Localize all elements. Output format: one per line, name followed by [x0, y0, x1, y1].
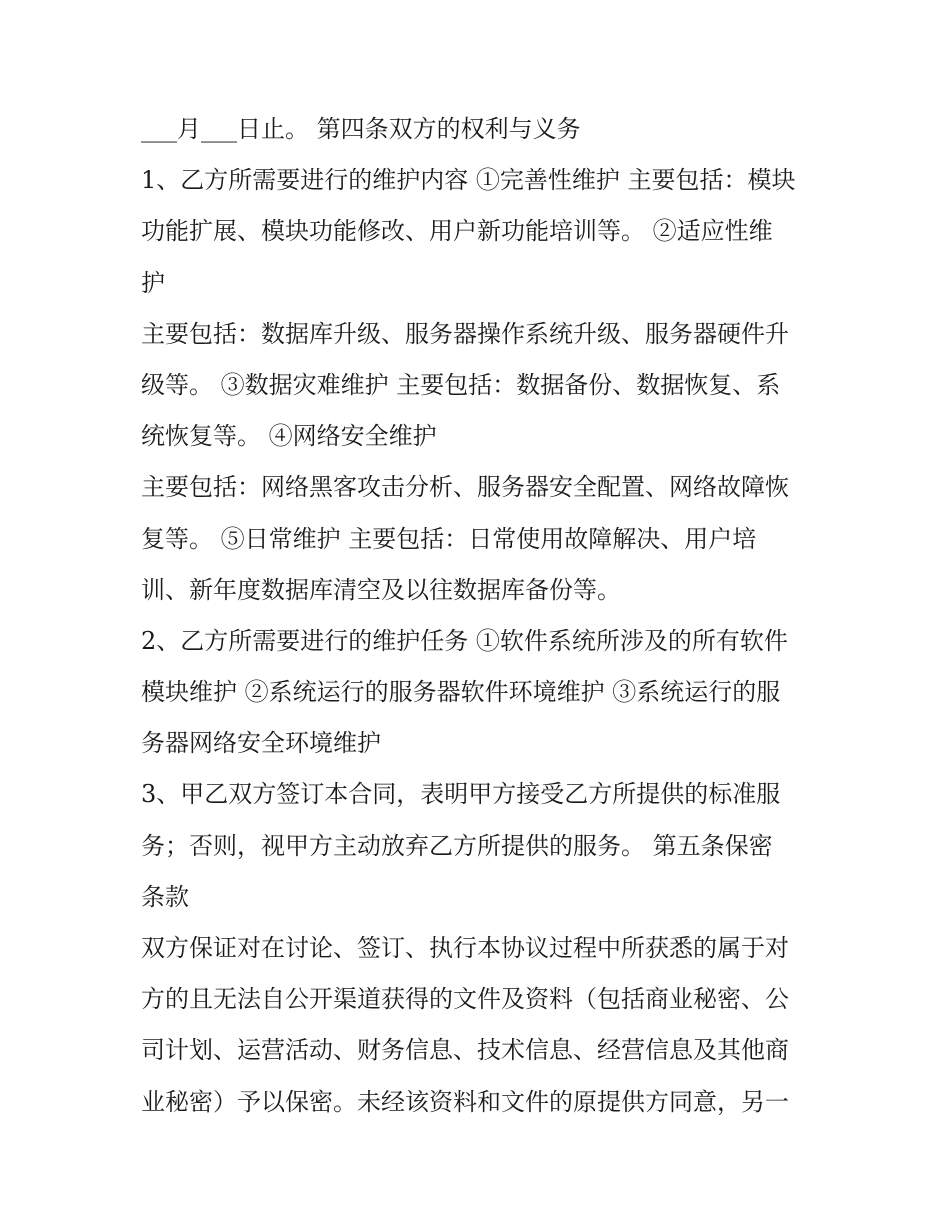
text-line-18: 方的且无法自公开渠道获得的文件及资料（包括商业秘密、公 — [141, 985, 789, 1014]
text-line-1: ___月___日止。 第四条双方的权利与义务 — [141, 115, 581, 143]
text-line-14: 3、甲乙双方签订本合同，表明甲方接受乙方所提供的标准服 — [141, 780, 781, 809]
text-line-12: 模块维护 ②系统运行的服务器软件环境维护 ③系统运行的服 — [141, 678, 781, 707]
text-line-9: 复等。 ⑤日常维护 主要包括：日常使用故障解决、用户培 — [141, 524, 757, 553]
text-line-4: 护 — [141, 268, 165, 297]
text-line-20: 业秘密）予以保密。未经该资料和文件的原提供方同意，另一 — [141, 1087, 789, 1116]
text-line-11: 2、乙方所需要进行的维护任务 ①软件系统所涉及的所有软件 — [141, 626, 788, 655]
text-line-8: 主要包括：网络黑客攻击分析、服务器安全配置、网络故障恢 — [141, 473, 789, 502]
text-line-3: 功能扩展、模块功能修改、用户新功能培训等。 ②适应性维 — [141, 217, 773, 246]
text-line-15: 务；否则，视甲方主动放弃乙方所提供的服务。 第五条保密 — [141, 831, 773, 860]
text-line-6: 级等。 ③数据灾难维护 主要包括：数据备份、数据恢复、系 — [141, 370, 781, 399]
text-line-10: 训、新年度数据库清空及以往数据库备份等。 — [141, 575, 621, 604]
text-line-7: 统恢复等。 ④网络安全维护 — [141, 422, 437, 451]
contract-text — [141, 104, 821, 1128]
text-line-17: 双方保证对在讨论、签订、执行本协议过程中所获悉的属于对 — [141, 934, 789, 962]
text-line-13: 务器网络安全环境维护 — [141, 729, 381, 758]
text-line-19: 司计划、运营活动、财务信息、技术信息、经营信息及其他商 — [141, 1036, 789, 1065]
text-line-2: 1、乙方所需要进行的维护内容 ①完善性维护 主要包括：模块 — [141, 166, 796, 195]
text-line-5: 主要包括：数据库升级、服务器操作系统升级、服务器硬件升 — [141, 319, 789, 348]
text-line-16: 条款 — [141, 882, 189, 911]
